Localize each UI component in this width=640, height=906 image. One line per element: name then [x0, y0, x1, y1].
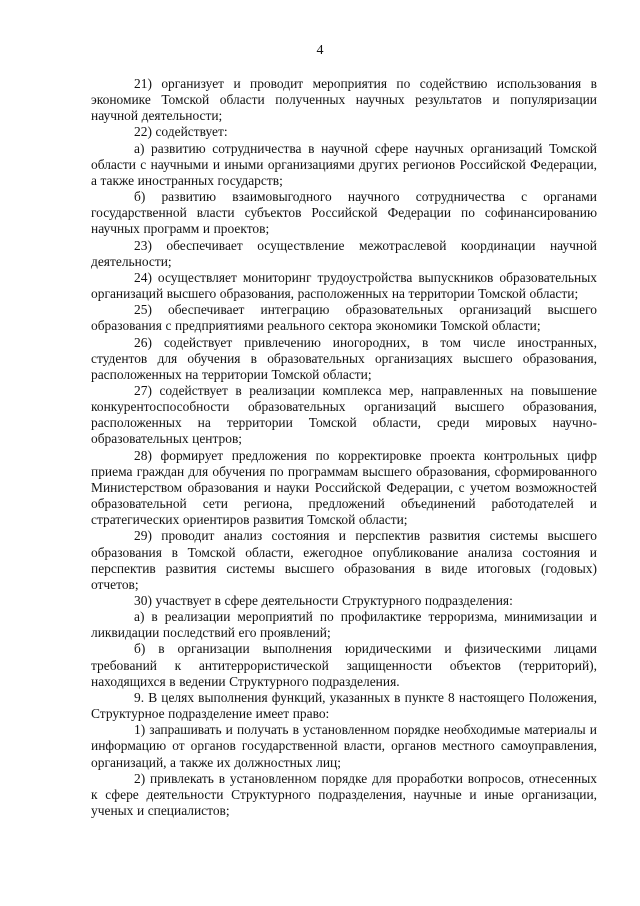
paragraph-28: 28) формирует предложения по корректировке проекта контрольных цифр приема граждан для обучения по программам высшего образования, сформированного Министерством образования и науки Российской Федерации, с учетом возможностей образовательной сети региона, предложений объединений работодателей и стратегических ориентиров развития Томской области; [91, 447, 597, 528]
paragraph-30b: б) в организации выполнения юридическими и физическими лицами требований к антитеррористической защищенности объектов (территорий), находящихся в ведении Структурного подразделения. [91, 641, 597, 689]
paragraph-9-1: 1) запрашивать и получать в установленном порядке необходимые материалы и информацию от органов государственной власти, органов местного самоуправления, организаций, а также их должностных лиц; [91, 722, 597, 770]
document-body [91, 76, 597, 819]
paragraph-9: 9. В целях выполнения функций, указанных в пункте 8 настоящего Положения, Структурное подразделение имеет право: [91, 689, 597, 722]
paragraph-9-2: 2) привлекать в установленном порядке для проработки вопросов, отнесенных к сфере деятельности Структурного подразделения, научные и иные организации, ученых и специалистов; [91, 770, 597, 819]
paragraph-22: 22) содействует: [134, 124, 228, 140]
paragraph-22b: б) развитию взаимовыгодного научного сотрудничества с органами государственной власти субъектов Российской Федерации по софинансированию научных программ и проектов; [91, 189, 597, 237]
paragraph-26: 26) содействует привлечению иногородних, в том числе иностранных, студентов для обучения в образовательных организациях высшего образования, расположенных на территории Томской области; [91, 334, 597, 382]
page-number: 4 [316, 43, 324, 58]
paragraph-21: 21) организует и проводит мероприятия по содействию использования в экономике Томской области полученных научных результатов и популяризации научной деятельности; [91, 76, 597, 124]
paragraph-23: 23) обеспечивает осуществление межотраслевой координации научной деятельности; [91, 237, 597, 269]
paragraph-27: 27) содействует в реализации комплекса мер, направленных на повышение конкурентоспособности образовательных организаций высшего образования, расположенных на территории Томской области, среди мировых научно-образовательных центров; [91, 382, 597, 447]
paragraph-24: 24) осуществляет мониторинг трудоустройства выпускников образовательных организаций высшего образования, расположенных на территории Томской области; [91, 269, 597, 302]
paragraph-29: 29) проводит анализ состояния и перспектив развития системы высшего образования в Томской области, ежегодное опубликование анализа состояния и перспектив развития системы высшего образования в виде итоговых (годовых) отчетов; [91, 528, 597, 592]
paragraph-30: 30) участвует в сфере деятельности Структурного подразделения: [134, 593, 513, 608]
paragraph-30a: а) в реализации мероприятий по профилактике терроризма, минимизации и ликвидации последствий его проявлений; [91, 609, 597, 641]
paragraph-22a: а) развитию сотрудничества в научной сфере научных организаций Томской области с научными и иными организациями других регионов Российской Федерации, а также иностранных государств; [91, 140, 597, 188]
paragraph-25: 25) обеспечивает интеграцию образовательных организаций высшего образования с предприятиями реального сектора экономики Томской области; [91, 302, 597, 334]
